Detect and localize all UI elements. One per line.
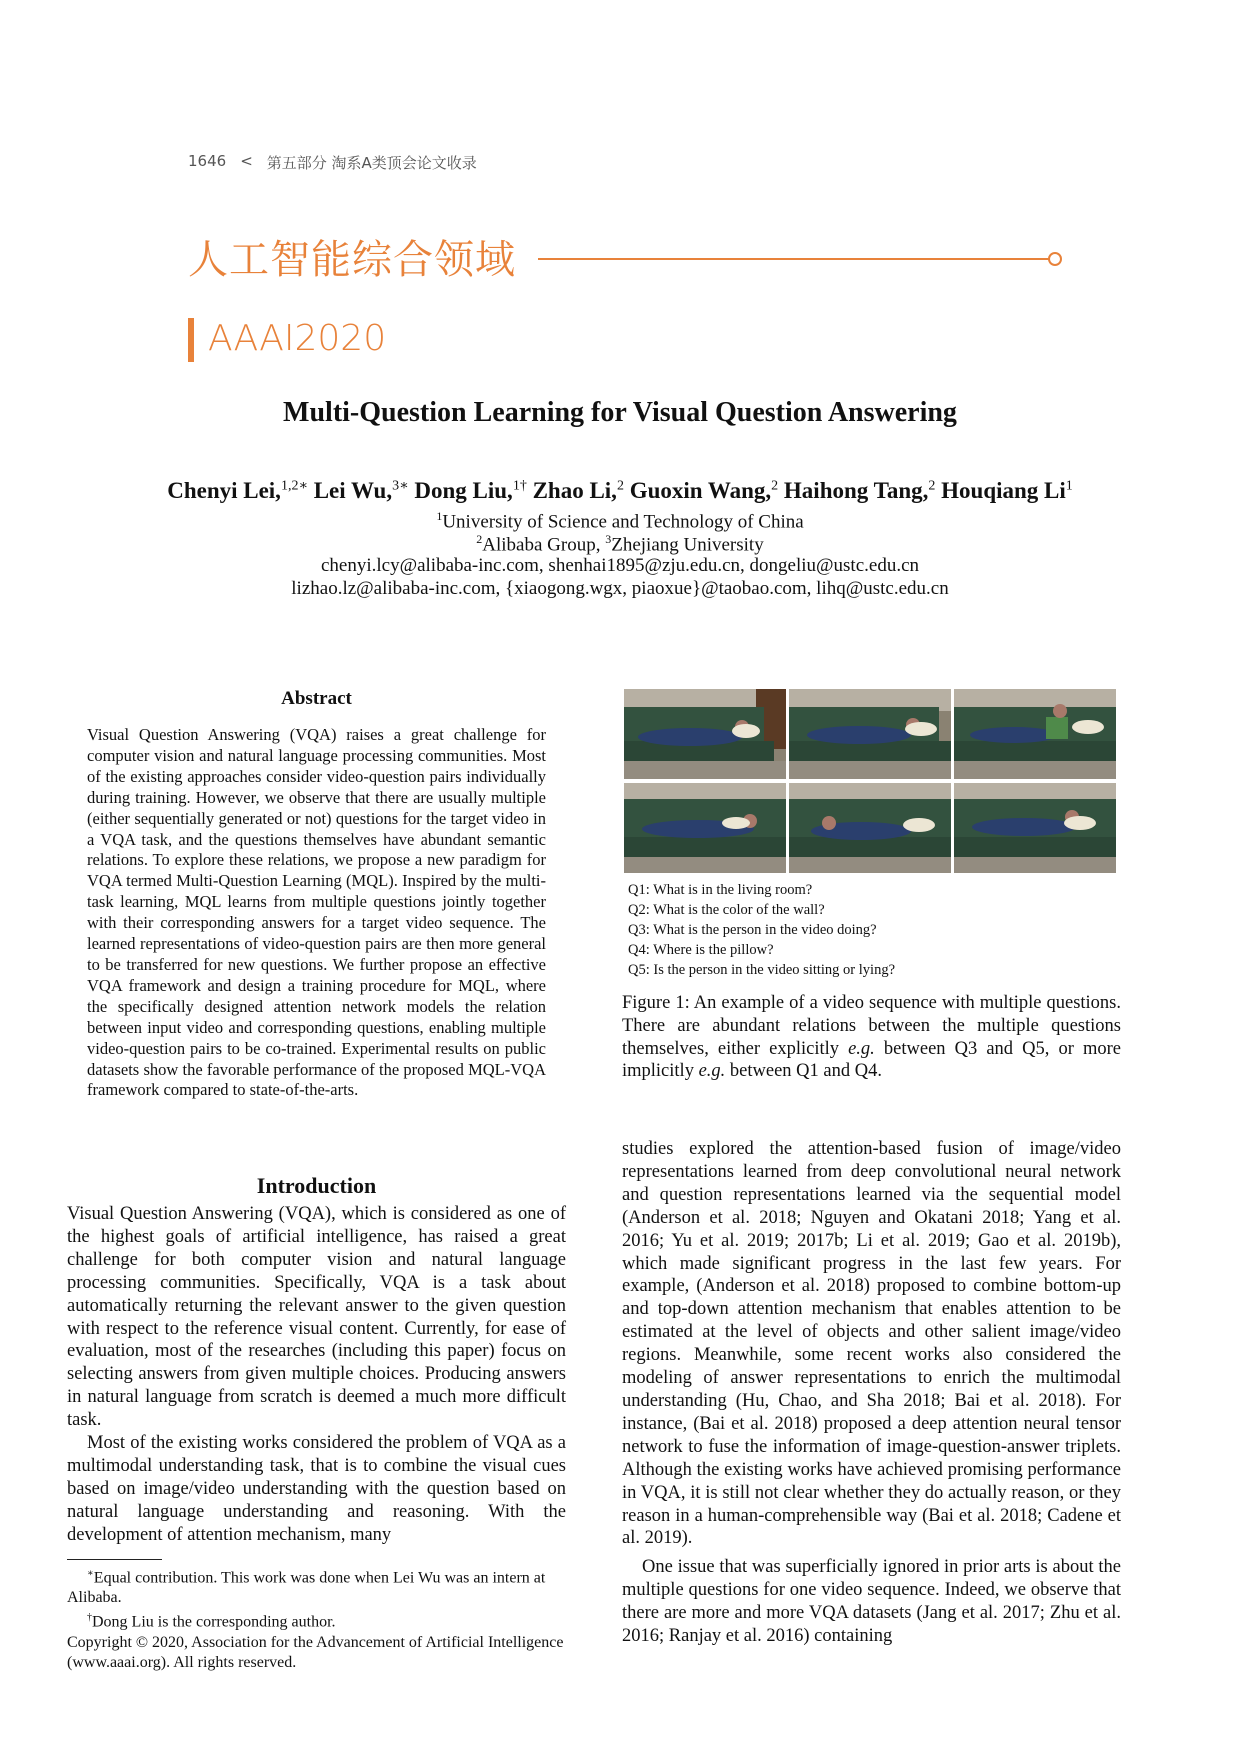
introduction-body	[67, 1203, 566, 1547]
author: Haihong Tang,$^2$	[783, 477, 936, 503]
header-separator: <	[240, 152, 253, 170]
footnotes	[67, 1564, 566, 1673]
video-frame-image	[954, 689, 1116, 779]
page-number: 1646	[188, 152, 227, 170]
author-list	[0, 477, 1240, 504]
footnote: ∗Equal contribution. This work was done when Lei Wu was an intern at Alibaba.	[67, 1568, 546, 1607]
paper-title: Multi-Question Learning for Visual Question Answering	[283, 397, 957, 428]
question-item: Q2: What is the color of the wall?	[628, 902, 825, 918]
video-frame-image	[789, 783, 951, 873]
question-item: Q5: Is the person in the video sitting or lying?	[628, 962, 896, 978]
paragraph: Most of the existing works considered the problem of VQA as a multimodal understanding task, that is to combine the visual cues based on image/video understanding with the question based on natural language understanding and reasoning. With the development of attention mechanism, many	[67, 1433, 566, 1545]
paragraph: studies explored the attention-based fusion of image/video representations learned from deep convolutional neural network and question representations learned via the sequential model (Anderson et al. 2018; Nguyen and Okatani 2018; Yang et al. 2016; Yu et al. 2019; 2017b; Li et al. 2019; Gao et al. 2019b), which made significant progress in the last few years. For example, (Anderson et al. 2018) proposed to combine bottom-up and top-down attention mechanism that enables attention to be estimated at the level of objects and other salient image/video regions. Meanwhile, some recent works also considered the modeling of answer representations to enrich the multimodal understanding (Hu, Chao, and Sha 2018; Bai et al. 2018). For instance, (Bai et al. 2018) proposed a deep attention neural tensor network to fuse the information of image-question-answer triplets. Although the existing works have achieved promising performance in VQA, it is still not clear whether they do actually reason, or they reason in a human-comprehensible way (Bai et al. 2018; Cadene et al. 2019).	[622, 1139, 1121, 1549]
part-label: 第五部分 淘系A类顶会论文收录	[266, 154, 477, 172]
section-title: 人工智能综合领域	[188, 237, 516, 283]
venue-label: AAAI2020	[208, 318, 387, 359]
author: Guoxin Wang,$^2$	[629, 477, 779, 503]
video-frame-image	[954, 783, 1116, 873]
author: Chenyi Lei,$^{1,2∗}$	[167, 477, 308, 503]
footnote: †Dong Liu is the corresponding author.	[87, 1612, 336, 1631]
paragraph: Visual Question Answering (VQA), which is considered as one of the highest goals of artificial intelligence, has raised a great challenge for both computer vision and natural language processing communities. Specifically, VQA is a task about automatically returning the relevant answer to the given question with respect to the reference visual content. Currently, for ease of evaluation, most of the researches (including this paper) focus on selecting answers from given multiple choices. Producing answers in natural language from scratch is deemed a much more difficult task.	[67, 1204, 566, 1431]
question-item: Q1: What is in the living room?	[628, 882, 813, 898]
section-rule	[538, 258, 1052, 260]
abstract-body: Visual Question Answering (VQA) raises a great challenge for computer vision and natural language processing communities. Most of the existing approaches consider video-question pairs individually during training. However, we observe that there are usually multiple (either sequentially generated or not) questions for the target video in a VQA task, and the questions themselves have abundant semantic relations. To explore these relations, we propose a new paradigm for VQA termed Multi-Question Learning (MQL). Inspired by the multi-task learning, MQL learns from multiple questions jointly together with their corresponding answers for a target video sequence. The learned representations of video-question pairs are then more general to be transferred for new questions. We further propose an effective VQA framework and design a training procedure for MQL, where the specifically designed attention network models the relation between input video and corresponding questions, enabling multiple video-question pairs to be co-trained. Experimental results on public datasets show the favorable performance of the proposed MQL-VQA framework compared to state-of-the-arts.	[87, 725, 546, 1100]
affiliation-line-2: $^2$Alibaba Group, $^3$Zhejiang University	[476, 532, 764, 556]
footnote-rule	[67, 1559, 162, 1560]
author: Zhao Li,$^2$	[532, 477, 624, 503]
running-header	[188, 152, 477, 173]
author-emails-1: chenyi.lcy@alibaba-inc.com, shenhai1895@zju.edu.cn, dongeliu@ustc.edu.cn	[320, 555, 920, 576]
video-frame-grid	[624, 689, 1116, 873]
affiliation-line-1: $^1$University of Science and Technology of China	[436, 509, 804, 533]
copyright-notice: Copyright © 2020, Association for the Advancement of Artificial Intelligence (www.aaai.org). All rights reserved.	[67, 1633, 564, 1671]
paragraph: One issue that was superficially ignored in prior arts is about the multiple questions for one video sequence. Indeed, we observe that there are more and more VQA datasets (Jang et al. 2017; Zhu et al. 2016; Ranjay et al. 2016) containing	[622, 1557, 1121, 1647]
author: Dong Liu,$^{1\dagger}$	[414, 477, 527, 503]
question-item: Q3: What is the person in the video doing?	[628, 922, 877, 938]
figure-question-list	[628, 880, 895, 980]
video-frame-image	[789, 689, 951, 779]
question-item: Q4: Where is the pillow?	[628, 942, 774, 958]
author: Lei Wu,$^{3∗}$	[313, 477, 409, 503]
author: Houqiang Li$^1$	[941, 477, 1073, 503]
figure-caption: Figure 1: An example of a video sequence with multiple questions. There are abundant relations between the multiple questions themselves, either explicitly e.g. between Q3 and Q5, or more implicitly e.g. between Q1 and Q4.	[622, 993, 1121, 1082]
introduction-heading: Introduction	[256, 1173, 377, 1198]
author-emails-2: lizhao.lz@alibaba-inc.com, {xiaogong.wgx, piaoxue}@taobao.com, lihq@ustc.edu.cn	[291, 578, 949, 599]
venue-accent-bar	[188, 318, 194, 362]
video-frame-image	[624, 689, 786, 779]
abstract-heading: Abstract	[281, 688, 352, 709]
section-rule-end-dot	[1048, 252, 1062, 266]
right-column-body	[622, 1138, 1121, 1648]
video-frame-image	[624, 783, 786, 873]
